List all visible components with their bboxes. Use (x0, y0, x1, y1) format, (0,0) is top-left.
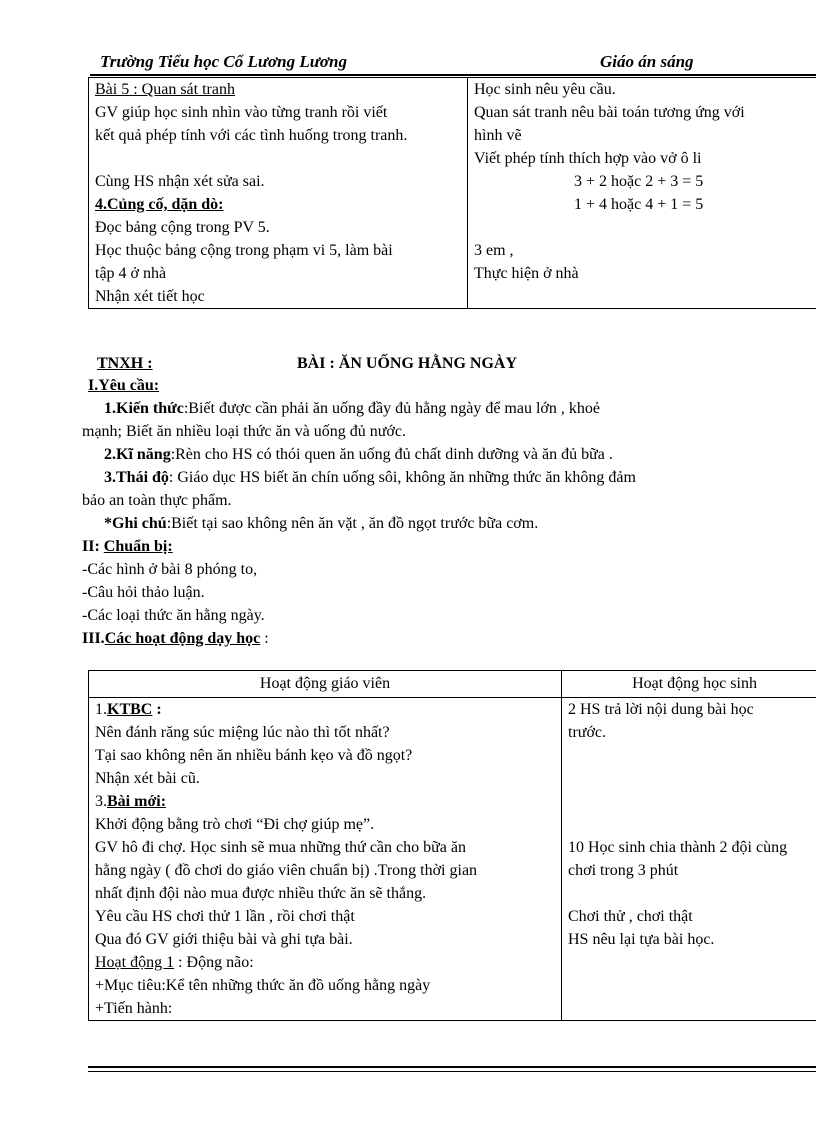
equation-line: 3 + 2 hoặc 2 + 3 = 5 (574, 173, 704, 190)
text-line: HS nêu lại tựa bài học. (568, 931, 715, 948)
activity-1-heading: Hoạt động 1 : Động não: (95, 954, 254, 971)
text-line: 2 HS trả lời nội dung bài học (568, 701, 754, 718)
text-line: Viết phép tính thích hợp vào vở ô li (474, 150, 702, 167)
preparation-prefix: II: (82, 538, 104, 555)
text-line: 10 Học sinh chia thành 2 đội cùng (568, 839, 788, 856)
note-line (104, 512, 538, 535)
text-line: Nhận xét bài cũ. (95, 770, 200, 787)
footer-rule (88, 1071, 816, 1072)
text-line: Học sinh nêu yêu cầu. (474, 81, 616, 98)
text-line (568, 882, 816, 905)
text-line: Nên đánh răng súc miệng lúc nào thì tốt nhất? (95, 724, 390, 741)
text-line: kết quả phép tính với các tình huống trong tranh. (95, 127, 408, 144)
text-line: Nhận xét tiết học (95, 288, 205, 305)
text-line: trước. (568, 724, 607, 741)
text-line (474, 285, 816, 308)
footer-rule (88, 1066, 816, 1068)
text-line: GV giúp học sinh nhìn vào từng tranh rồi viết (95, 104, 388, 121)
skill-line (104, 443, 613, 466)
knowledge-line-2: mạnh; Biết ăn nhiều loại thức ăn và uống đủ nước. (82, 423, 406, 440)
preparation-label: Chuẩn bị: (103, 538, 173, 555)
text-line: Khởi động bằng trò chơi “Đi chợ giúp mẹ”. (95, 816, 375, 833)
teacher-column (89, 78, 468, 309)
text-line: nhất định đội nào mua được nhiều thức ăn sẽ thắng. (95, 885, 427, 902)
student-column (468, 78, 816, 309)
text-line (474, 216, 816, 239)
text-line: Yêu cầu HS chơi thử 1 lần , rồi chơi thật (95, 908, 355, 925)
skill-label: 2.Kĩ năng (104, 446, 171, 463)
activities-table (88, 670, 816, 1021)
requirements-heading: I.Yêu cầu: (88, 377, 160, 394)
text-line: Học thuộc bảng cộng trong phạm vi 5, làm bài (95, 242, 393, 259)
text-line: chơi trong 3 phút (568, 862, 679, 879)
text-line: Qua đó GV giới thiệu bài và ghi tựa bài. (95, 931, 353, 948)
text-line: +Mục tiêu:Kể tên những thức ăn đồ uống hằng ngày (95, 977, 431, 994)
header-lesson-plan: Giáo án sáng (600, 52, 694, 71)
note-label: *Ghi chú (104, 515, 167, 532)
activities-table-continued (88, 77, 816, 309)
attitude-label: 3.Thái độ (104, 469, 169, 486)
equation-line: 1 + 4 hoặc 4 + 1 = 5 (574, 196, 704, 213)
text-line: Cùng HS nhận xét sửa sai. (95, 173, 265, 190)
preparation-heading (82, 535, 173, 558)
header-school: Trường Tiểu học Cổ Lương Lương (100, 52, 347, 71)
text-line (568, 790, 816, 813)
text-line: hình vẽ (474, 127, 522, 144)
text-line: Quan sát tranh nêu bài toán tương ứng với (474, 104, 745, 121)
new-lesson-heading: 3.Bài mới: (95, 793, 167, 810)
note-text: :Biết tại sao không nên ăn vặt , ăn đồ ngọt trước bữa cơm. (166, 515, 539, 532)
ktbc-heading: 1.KTBC : (95, 701, 162, 718)
attitude-text: : Giáo dục HS biết ăn chín uống sôi, không ăn những thức ăn không đảm (168, 469, 636, 486)
text-line: Bài 5 : Quan sát tranh (95, 81, 235, 98)
text-line (95, 147, 461, 170)
preparation-item: -Câu hỏi thảo luận. (82, 584, 205, 601)
knowledge-line (104, 397, 600, 420)
student-header: Hoạt động học sinh (562, 671, 816, 698)
subject-label: TNXH : (97, 355, 153, 372)
activities-heading (82, 627, 269, 650)
skill-text: :Rèn cho HS có thói quen ăn uống đủ chất dinh dưỡng và ăn đủ bữa . (170, 446, 613, 463)
text-line: Đọc bảng cộng trong PV 5. (95, 219, 270, 236)
text-line: 3 em , (474, 242, 514, 259)
text-line: Thực hiện ở nhà (474, 265, 579, 282)
text-line: hằng ngày ( đồ chơi do giáo viên chuẩn bị) .Trong thời gian (95, 862, 478, 879)
text-line (568, 767, 816, 790)
attitude-line-2: bảo an toàn thực phẩm. (82, 492, 232, 509)
text-line: Chơi thử , chơi thật (568, 908, 693, 925)
activities-prefix: III. (82, 630, 105, 647)
text-line: Tại sao không nên ăn nhiều bánh kẹo và đồ ngọt? (95, 747, 413, 764)
preparation-item: -Các loại thức ăn hằng ngày. (82, 607, 265, 624)
student-column (562, 698, 816, 1021)
text-line: GV hô đi chợ. Học sinh sẽ mua những thứ cần cho bữa ăn (95, 839, 466, 856)
text-line: tập 4 ở nhà (95, 265, 167, 282)
knowledge-text: :Biết được cần phải ăn uống đầy đủ hằng ngày để mau lớn , khoẻ (183, 400, 600, 417)
text-line (568, 813, 816, 836)
text-line (568, 744, 816, 767)
activities-label: Các hoạt động dạy học (104, 630, 261, 647)
teacher-column (89, 698, 562, 1021)
lesson-title: BÀI : ĂN UỐNG HẰNG NGÀY (297, 355, 517, 372)
header-divider (90, 74, 816, 76)
preparation-item: -Các hình ở bài 8 phóng to, (82, 561, 258, 578)
knowledge-label: 1.Kiến thức (104, 400, 184, 417)
activities-suffix: : (260, 630, 269, 647)
text-line: +Tiến hành: (95, 1000, 173, 1017)
teacher-header: Hoạt động giáo viên (89, 671, 562, 698)
attitude-line (104, 466, 636, 489)
text-line: 4.Củng cố, dặn dò: (95, 196, 224, 213)
